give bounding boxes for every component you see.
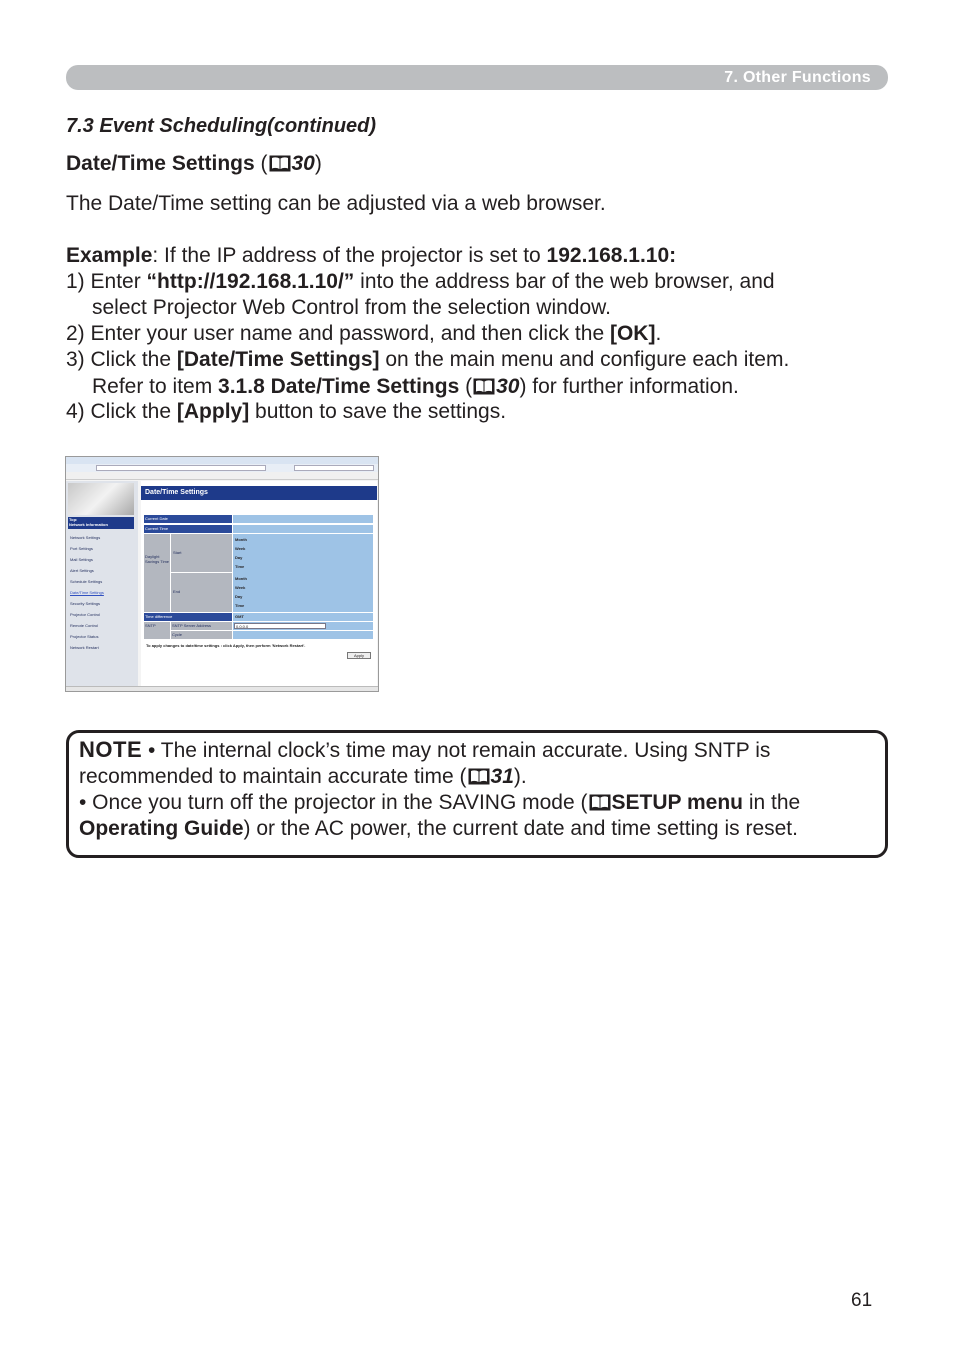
step-text: . [655,322,662,345]
field-label: Time [235,564,245,569]
step-bold: [OK] [609,322,656,345]
note-line-3 [79,790,800,816]
step-text: into the address bar of the web browser, and [354,270,775,293]
field-label: Day [235,594,243,599]
field-label: Month [235,537,247,542]
page-number: 61 [851,1290,873,1311]
sntp-address-input[interactable]: 0.0.0.0 [234,623,326,629]
page-reference: 31 [490,765,514,788]
menu-item[interactable]: Security Settings [70,601,101,606]
menu-top-item [68,517,134,529]
note-text: in the [742,791,801,814]
search-field [294,465,374,471]
left-menu-panel [66,481,138,686]
step-2 [66,321,661,347]
menu-item-label: Top: [69,517,78,522]
sub-row-label: SNTP Server Address [171,622,232,630]
main-content [141,481,377,686]
browser-screenshot [65,456,379,692]
menu-item-label: Network Information [69,522,108,527]
sub-row-label: End [171,573,232,612]
intro-text: The Date/Time setting can be adjusted via a web browser. [66,192,606,215]
browser-status-bar [66,686,378,692]
example-text: : If the IP address of the projector is set to [152,244,547,267]
step-text: 2) Enter your user name and password, and then click the [66,322,610,345]
subsection-title: Date/Time Settings ( 30) [66,152,322,175]
sub-row-label: Start [171,534,232,572]
step-bold: 3.1.8 Date/Time Settings [218,375,460,398]
browser-address-bar [66,464,378,472]
gmt-label: GMT [233,613,373,621]
field-label: Time [235,603,245,608]
step-text: 3) Click the [66,348,177,371]
note-text: • Once you turn off the projector in the SAVING mode ( [79,791,588,814]
note-text: • The internal clock’s time may not remain accurate. Using SNTP is [142,739,771,762]
step-text: ( [459,375,473,398]
field-label: Week [235,585,246,590]
step-3 [66,347,789,373]
step-3-cont [92,374,739,400]
menu-item[interactable]: Network Settings [70,535,101,540]
step-bold: [Date/Time Settings] [176,348,380,371]
menu-item[interactable]: Network Restart [70,645,99,650]
row-label: SNTP [144,622,170,639]
row-label: Current Time [144,525,232,533]
browser-title-bar [66,457,378,464]
address-field [96,465,266,471]
note-text: recommended to maintain accurate time ( [79,765,467,788]
menu-item[interactable]: Port Settings [70,546,93,551]
field-label: Day [235,555,243,560]
step-1 [66,269,775,295]
menu-item[interactable]: Schedule Settings [70,579,103,584]
example-label: Example [66,244,153,267]
page-reference: 30 [496,375,520,398]
book-icon [589,794,611,811]
menu-item[interactable]: Projector Status [70,634,99,639]
note-line-4 [79,816,798,842]
row-label: Current Date [144,515,232,523]
step-text: button to save the settings. [249,400,507,423]
dst-values [233,534,373,612]
menu-item[interactable]: Projector Control [70,612,101,617]
row-value [233,525,373,533]
step-text: Refer to item [92,375,219,398]
apply-button[interactable]: Apply [347,652,371,659]
book-icon [473,378,495,395]
step-1-cont [92,295,611,321]
note-text: ). [513,765,527,788]
field-label: Month [235,576,247,581]
note-line-1 [79,737,770,764]
sub-row-label: Cycle [171,631,232,639]
chapter-header-bar [66,65,888,90]
menu-item[interactable]: Remote Control [70,623,99,628]
chapter-title: 7. Other Functions [724,69,871,86]
browser-toolbar [66,472,378,480]
step-text: 4) Click the [66,400,177,423]
step-4 [66,399,506,425]
cycle-values [233,631,373,639]
note-label: NOTE [79,737,143,762]
step-url: “http://192.168.1.10/” [146,270,355,293]
page-reference: 30 [291,152,315,175]
menu-item[interactable]: Mail Settings [70,557,93,562]
row-label: Daylight Savings Time [144,534,170,612]
apply-notice: To apply changes to date/time settings : click Apply, then perform 'Network Restart'. [146,643,306,648]
row-value [233,515,373,523]
subsection-title-text: Date/Time Settings [66,152,255,175]
example-line [66,243,676,269]
sntp-address-cell [233,622,373,630]
step-text: select Projector Web Control from the selection window. [92,296,612,319]
menu-item[interactable]: Alert Settings [70,568,94,573]
example-ip: 192.168.1.10: [546,244,677,267]
note-bold: SETUP menu [611,791,743,814]
note-bold: Operating Guide [79,817,244,840]
field-label: Week [235,546,246,551]
step-text: ) for further information. [519,375,739,398]
step-text: on the main menu and configure each item. [379,348,790,371]
note-line-2 [79,764,527,790]
projector-image [68,483,134,515]
step-bold: [Apply] [176,400,250,423]
page-header: Date/Time Settings [141,486,377,500]
note-text: ) or the AC power, the current date and time setting is reset. [243,817,798,840]
book-icon [468,768,490,785]
row-label: Time difference [144,613,232,621]
book-icon [269,155,291,172]
step-text: 1) Enter [66,270,147,293]
menu-item-selected[interactable]: Date/Time Settings [70,590,104,595]
section-title: 7.3 Event Scheduling(continued) [66,115,377,137]
